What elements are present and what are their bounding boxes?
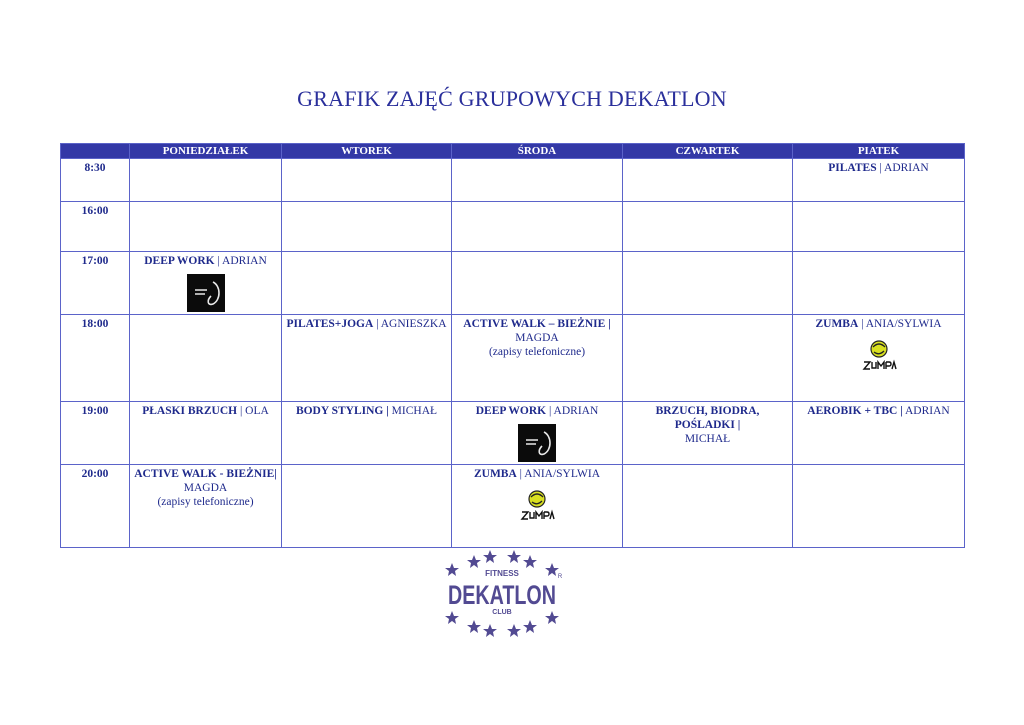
day-header: PIATEK — [793, 144, 965, 159]
page-title: GRAFIK ZAJĘĆ GRUPOWYCH DEKATLON — [297, 86, 727, 111]
class-entry — [286, 317, 447, 331]
schedule-row — [61, 159, 965, 202]
class-entry — [627, 404, 788, 446]
instructor-name: ADRIAN — [222, 255, 267, 267]
instructor-name: ANIA/SYLWIA — [524, 468, 601, 480]
logo-club-text: CLUB — [492, 609, 512, 616]
class-cell — [793, 315, 965, 402]
instructor-name: ADRIAN — [884, 162, 929, 174]
schedule-row — [61, 402, 965, 465]
separator: | — [516, 468, 525, 480]
class-entry — [797, 161, 960, 175]
class-name: DEEP WORK — [144, 255, 215, 267]
instructor-name: MICHAŁ — [391, 405, 438, 417]
class-entry — [797, 404, 960, 418]
class-cell — [452, 252, 623, 315]
class-cell — [452, 465, 623, 548]
time-cell: 18:00 — [61, 315, 130, 402]
class-name: ACTIVE WALK – BIEŻNIE | — [463, 318, 611, 330]
class-entry — [456, 317, 618, 345]
logo-dekatlon-text: DEKATLON — [448, 580, 556, 610]
class-cell — [130, 315, 282, 402]
instructor-name: MICHAŁ — [684, 433, 731, 445]
logo-fitness-text: FITNESS — [485, 569, 519, 578]
class-name: PILATES — [828, 162, 877, 174]
class-name: ZUMBA — [473, 468, 517, 480]
schedule-row — [61, 315, 965, 402]
day-header: PONIEDZIAŁEK — [130, 144, 282, 159]
schedule-row — [61, 252, 965, 315]
deep-work-logo — [187, 274, 225, 312]
registered-mark: R — [557, 574, 563, 580]
class-cell — [282, 202, 452, 252]
class-cell — [452, 202, 623, 252]
separator: | — [214, 255, 223, 267]
instructor-name: ADRIAN — [553, 405, 599, 417]
separator: | — [858, 318, 866, 330]
class-note: (zapisy telefoniczne) — [488, 346, 586, 358]
time-cell: 17:00 — [61, 252, 130, 315]
class-name: PILATES+JOGA — [286, 318, 374, 330]
class-cell — [623, 252, 793, 315]
separator: | — [237, 405, 246, 417]
class-entry — [797, 317, 960, 331]
class-cell — [793, 402, 965, 465]
class-cell — [452, 159, 623, 202]
dekatlon-club-logo — [438, 548, 566, 638]
schedule-table — [60, 143, 965, 548]
day-header: ŚRODA — [452, 144, 623, 159]
instructor-name: ANIA/SYLWIA — [865, 318, 942, 330]
zumba-logo — [517, 489, 557, 523]
instructor-name: AGNIESZKA — [380, 318, 447, 330]
corner-cell — [61, 144, 130, 159]
schedule-row — [61, 202, 965, 252]
schedule-row — [61, 465, 965, 548]
class-entry — [134, 404, 277, 418]
instructor-name: MAGDA — [515, 332, 559, 344]
instructor-name: ADRIAN — [904, 405, 950, 417]
class-cell — [282, 402, 452, 465]
class-cell — [793, 159, 965, 202]
class-name: PŁASKI BRZUCH — [142, 405, 238, 417]
class-cell — [282, 315, 452, 402]
zumba-logo — [859, 339, 899, 373]
instructor-name: OLA — [245, 405, 269, 417]
class-cell — [793, 252, 965, 315]
class-name: BODY STYLING | — [295, 405, 389, 417]
class-cell — [793, 465, 965, 548]
class-cell — [623, 465, 793, 548]
time-cell: 19:00 — [61, 402, 130, 465]
class-cell — [130, 252, 282, 315]
class-cell — [623, 315, 793, 402]
class-entry — [456, 404, 618, 418]
class-entry — [134, 254, 277, 268]
class-cell — [452, 315, 623, 402]
day-header: CZWARTEK — [623, 144, 793, 159]
class-entry — [286, 404, 447, 418]
deep-work-logo — [518, 424, 556, 462]
class-name: AEROBIK + TBC | — [807, 405, 903, 417]
separator: | — [373, 318, 381, 330]
separator: | — [546, 405, 554, 417]
class-cell — [130, 159, 282, 202]
class-cell — [452, 402, 623, 465]
class-name: ZUMBA — [815, 318, 859, 330]
header-row — [61, 144, 965, 159]
class-cell — [130, 202, 282, 252]
class-cell — [623, 402, 793, 465]
class-cell — [282, 252, 452, 315]
class-cell — [282, 159, 452, 202]
class-cell — [793, 202, 965, 252]
class-cell — [130, 465, 282, 548]
class-name: DEEP WORK — [475, 405, 547, 417]
class-cell — [623, 202, 793, 252]
day-header: WTOREK — [282, 144, 452, 159]
class-cell — [623, 159, 793, 202]
class-cell — [282, 465, 452, 548]
class-entry — [456, 467, 618, 481]
class-cell — [130, 402, 282, 465]
time-cell: 20:00 — [61, 465, 130, 548]
class-entry — [134, 467, 277, 495]
time-cell: 16:00 — [61, 202, 130, 252]
class-name: ACTIVE WALK - BIEŻNIE| — [134, 468, 277, 480]
class-name: BRZUCH, BIODRA, POŚLADKI | — [655, 405, 760, 431]
time-cell: 8:30 — [61, 159, 130, 202]
class-note: (zapisy telefoniczne) — [157, 496, 254, 508]
instructor-name: MAGDA — [183, 482, 228, 494]
separator: | — [876, 162, 885, 174]
